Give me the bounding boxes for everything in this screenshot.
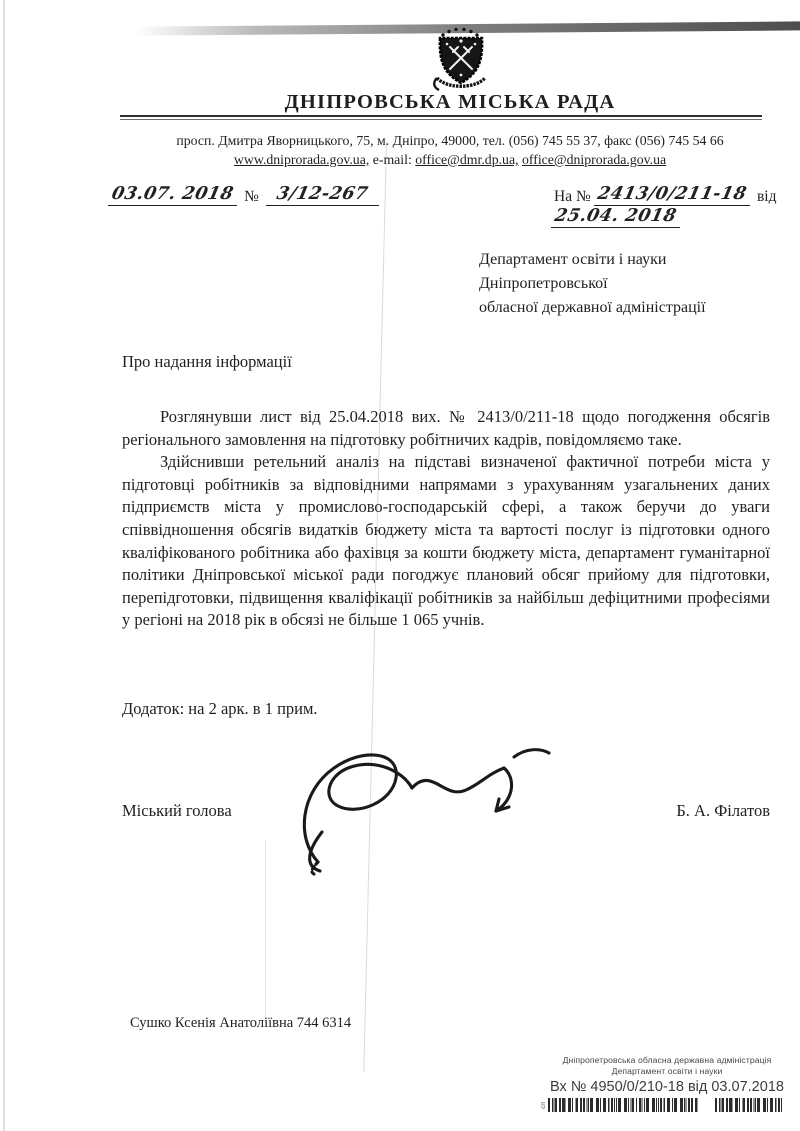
incoming-number-field: [594, 184, 750, 206]
number-sign-label: №: [244, 188, 259, 205]
subject-line: Про надання інформації: [122, 352, 292, 371]
stamp-organization: Дніпропетровська обласна державна адміністрація: [562, 1055, 772, 1065]
recipient-line-3: обласної державної адміністрації: [479, 299, 706, 316]
incoming-date-field: [551, 206, 680, 228]
stamp-registration-number: Вх № 4950/0/210-18 від 03.07.2018: [550, 1079, 784, 1095]
from-date-label: від: [756, 188, 777, 205]
email-2-text: office@dniprorada.gov.ua: [521, 152, 667, 167]
letter-body: [122, 406, 770, 632]
body-paragraph-1: Розглянувши лист від 25.04.2018 вих. № 2413/0/211-18 щодо погодження обсягів регіонального замовлення на підготовку робітничих кадрів, повідомляємо таке.: [122, 407, 770, 449]
header-divider: [120, 115, 762, 120]
incoming-reference: [551, 184, 800, 228]
scan-edge-artifact: [3, 0, 5, 1131]
email-label: e-mail:: [372, 152, 412, 167]
outgoing-number-field: [266, 184, 379, 206]
email-1-text: office@dmr.dp.ua,: [415, 152, 519, 167]
paper-fold-line-secondary: [265, 840, 266, 1020]
website-text: www.dniprorada.gov.ua,: [233, 152, 370, 167]
registration-stamp: [538, 1055, 796, 1113]
address-line: просп. Дмитра Яворницького, 75, м. Дніпро, 49000, тел. (056) 745 55 37, факс (056) 745 54 66: [176, 133, 724, 148]
body-paragraph-2: Здійснивши ретельний аналіз на підставі визначеної фактичної потреби міста у підготовці робітників за відповідними напрямами з урахуванням узагальнених даних підприємств міста у промислово-господарській сфері, а також беручи до уваги співвідношення обсягів видатків бюджету міста та вартості послуг із підготовки одного кваліфікованого робітника або фахівця за кошти бюджету міста, департамент гуманітарної політики Дніпровської міської ради погоджує плановий обсяг прийому для підготовки, перепідготовки, підвищення кваліфікації робітників за найбільш дефіцитними професіями у регіоні на 2018 рік в обсязі не більше 1 065 учнів.: [122, 452, 770, 630]
signer-title: Міський голова: [122, 801, 232, 820]
recipient-line-1: Департамент освіти і науки: [479, 251, 667, 268]
outgoing-number-handwriting: 3/12-267: [274, 184, 370, 204]
outgoing-date-handwriting: 03.07. 2018: [109, 184, 236, 204]
barcode-icon-secondary: [715, 1098, 783, 1112]
contacts-line: [95, 152, 800, 168]
outgoing-reference: [108, 184, 379, 206]
incoming-number-handwriting: 2413/0/211-18: [595, 184, 749, 204]
barcode-side-label: сп: [539, 1102, 547, 1109]
reply-to-label: На №: [554, 188, 591, 205]
signer-name: Б. А. Філатов: [676, 801, 770, 820]
recipient-line-2: Дніпропетровської: [479, 275, 608, 292]
organization-name: ДНІПРОВСЬКА МІСЬКА РАДА: [284, 91, 616, 113]
handwritten-signature: [282, 744, 564, 876]
stamp-department: Департамент освіти і науки: [611, 1066, 723, 1076]
outgoing-date-field: [108, 184, 237, 206]
city-coat-of-arms-icon: [430, 26, 492, 92]
barcode-icon: [548, 1098, 698, 1112]
recipient-block: [479, 248, 779, 320]
incoming-date-handwriting: 25.04. 2018: [552, 206, 679, 226]
stamp-barcode-row: [538, 1098, 796, 1113]
attachment-note: Додаток: на 2 арк. в 1 прим.: [122, 699, 318, 718]
executor-contact: Сушко Ксенія Анатоліївна 744 6314: [130, 1015, 352, 1031]
